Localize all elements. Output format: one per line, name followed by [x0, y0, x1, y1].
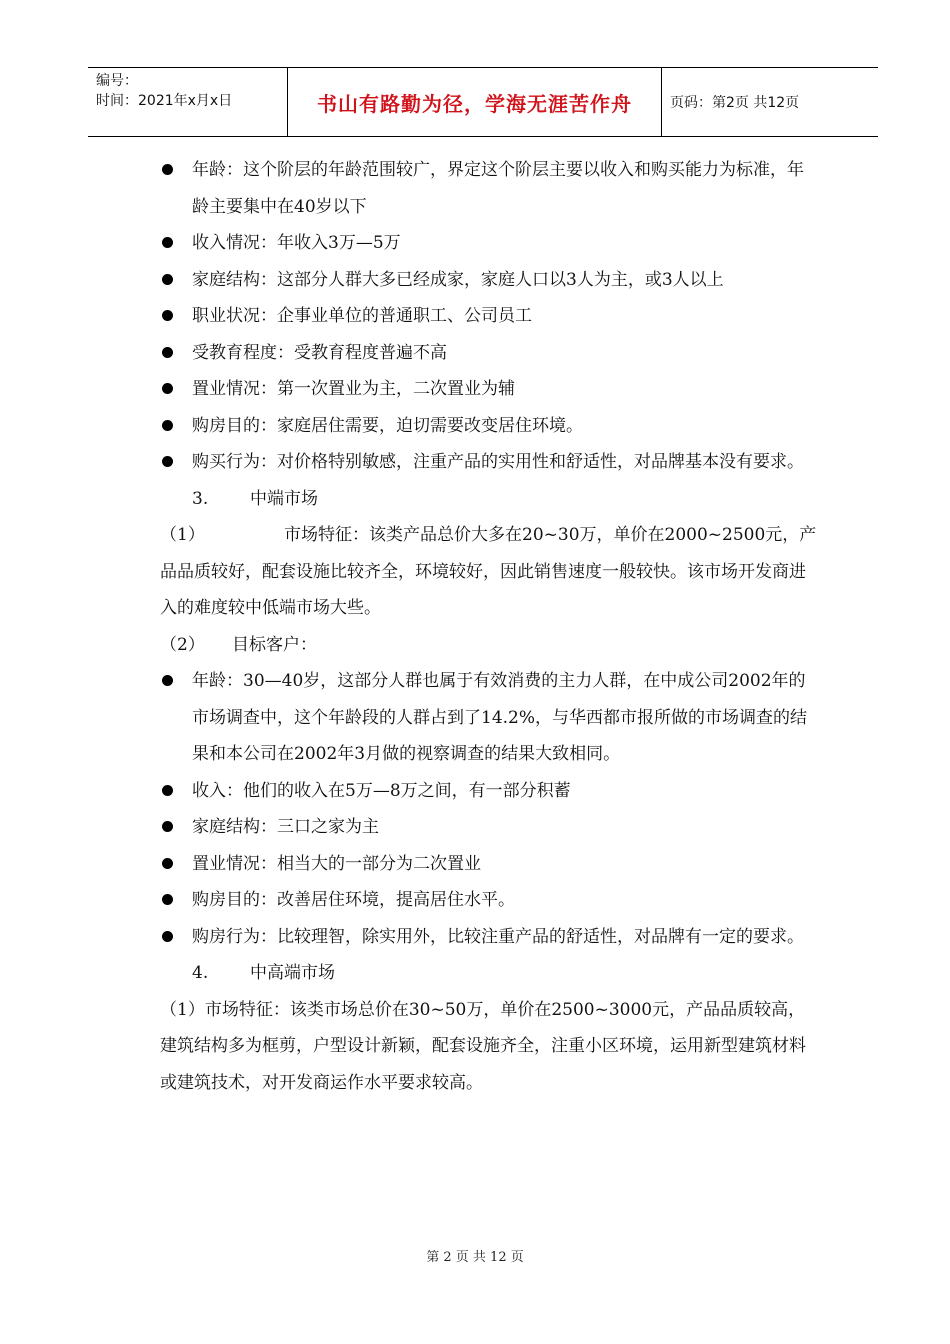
bullet-dot-icon — [162, 821, 173, 832]
list-item: 置业情况：第一次置业为主，二次置业为辅 — [160, 371, 820, 408]
section-number: 4. — [192, 963, 209, 983]
page-footer: 第 2 页 共 12 页 — [426, 1250, 524, 1265]
list-item: 年龄：30—40岁，这部分人群也属于有效消费的主力人群，在中成公司2002年的市场调查中，这个年龄段的人群占到了14.2%，与华西都市报所做的市场调查的结果和本公司在2002年3月做的视察调查的结果大致相同。 — [160, 663, 820, 773]
bullet-dot-icon — [162, 164, 173, 175]
list-item: 购房目的：改善居住环境，提高居住水平。 — [160, 882, 820, 919]
bullet-dot-icon — [162, 274, 173, 285]
bullet-dot-icon — [162, 347, 173, 358]
header-meta — [88, 68, 288, 136]
bullet-dot-icon — [162, 420, 173, 431]
document-number-label: 编号： — [96, 73, 138, 89]
market-feature-paragraph: （1） 市场特征：该类产品总价大多在20~30万，单价在2000~2500元，产品品质较好，配套设施比较齐全，环境较好，因此销售速度一般较快。该市场开发商进入的难度较中低端市场大些。 — [160, 517, 820, 627]
section-title: 中端市场 — [250, 488, 318, 509]
list-item: 购买行为：对价格特别敏感，注重产品的实用性和舒适性，对品牌基本没有要求。 — [160, 444, 820, 481]
list-item: 购房行为：比较理智，除实用外，比较注重产品的舒适性，对品牌有一定的要求。 — [160, 919, 820, 956]
bullet-dot-icon — [162, 383, 173, 394]
bullet-dot-icon — [162, 237, 173, 248]
section-title: 中高端市场 — [250, 963, 335, 983]
list-item: 置业情况：相当大的一部分为二次置业 — [160, 846, 820, 883]
document-body — [160, 152, 820, 1101]
list-item: 购房目的：家庭居住需要，迫切需要改变居住环境。 — [160, 408, 820, 445]
document-time-label: 时间：2021年x月x日 — [96, 93, 233, 109]
page-header — [88, 67, 878, 137]
list-item: 职业状况：企事业单位的普通职工、公司员工 — [160, 298, 820, 335]
bullet-dot-icon — [162, 310, 173, 321]
section-heading-mid-market — [160, 481, 820, 518]
bullet-dot-icon — [162, 785, 173, 796]
header-motto: 书山有路勤为径，学海无涯苦作舟 — [288, 68, 662, 136]
bullet-dot-icon — [162, 858, 173, 869]
section-number: 3. — [192, 488, 209, 509]
list-item: 家庭结构：三口之家为主 — [160, 809, 820, 846]
market-feature-paragraph: （1）市场特征：该类市场总价在30~50万，单价在2500~3000元，产品品质较高，建筑结构多为框剪，户型设计新颖，配套设施齐全，注重小区环境，运用新型建筑材料或建筑技术，对开发商运作水平要求较高。 — [160, 999, 806, 1093]
list-item: 年龄：这个阶层的年龄范围较广，界定这个阶层主要以收入和购买能力为标准，年龄主要集中在40岁以下 — [160, 152, 820, 225]
list-item: 收入情况：年收入3万—5万 — [160, 225, 820, 262]
list-item: 家庭结构：这部分人群大多已经成家，家庭人口以3人为主，或3人以上 — [160, 262, 820, 299]
header-page-label: 页码：第2页 共12页 — [670, 95, 800, 111]
bullet-dot-icon — [162, 931, 173, 942]
bullet-dot-icon — [162, 675, 173, 686]
section-heading-midhigh-market — [160, 955, 820, 992]
target-customer-heading: （2） 目标客户： — [160, 627, 820, 664]
item-marker: （2） — [160, 634, 205, 655]
list-item: 受教育程度：受教育程度普遍不高 — [160, 335, 820, 372]
item-marker: （1） — [160, 525, 205, 545]
bullet-dot-icon — [162, 894, 173, 905]
list-item: 收入：他们的收入在5万—8万之间，有一部分积蓄 — [160, 773, 820, 810]
bullet-dot-icon — [162, 456, 173, 467]
